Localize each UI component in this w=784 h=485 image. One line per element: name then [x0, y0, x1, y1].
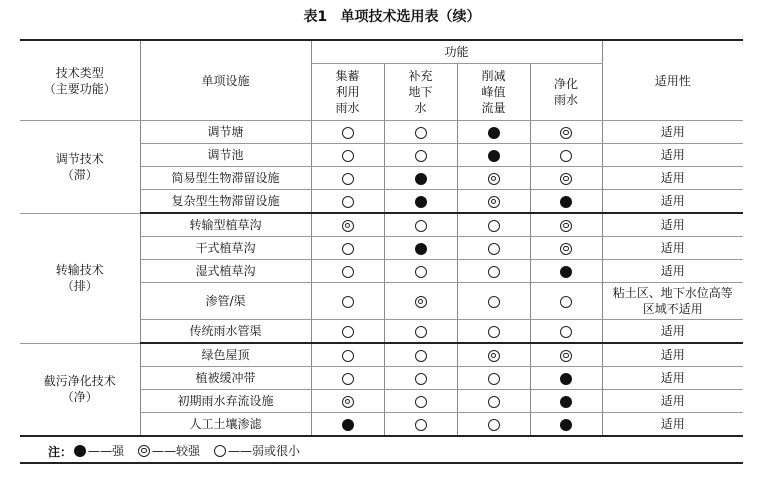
open-circle-icon [488, 243, 500, 255]
function-rating-cell [530, 190, 602, 214]
function-rating-cell [311, 190, 384, 214]
open-circle-icon [342, 296, 354, 308]
function-rating-cell [384, 343, 457, 367]
open-circle-icon [415, 373, 427, 385]
facility-cell: 干式植草沟 [140, 237, 311, 260]
table-row [20, 121, 743, 144]
facility-cell: 调节塘 [140, 121, 311, 144]
function-rating-cell [384, 213, 457, 237]
double-circle-icon [342, 220, 354, 232]
open-circle-icon [415, 220, 427, 232]
double-circle-icon [488, 350, 500, 362]
facility-cell: 植被缓冲带 [140, 367, 311, 390]
facility-cell: 简易型生物滞留设施 [140, 167, 311, 190]
function-rating-cell [530, 367, 602, 390]
technology-table [20, 39, 743, 437]
open-circle-icon [415, 326, 427, 338]
technology-type-cell: 截污净化技术 （净） [20, 343, 140, 436]
technology-type-cell: 调节技术 （滞） [20, 121, 140, 214]
legend-item [74, 442, 124, 459]
function-rating-cell [311, 320, 384, 344]
double-circle-icon [488, 196, 500, 208]
open-circle-icon [488, 296, 500, 308]
filled-circle-icon [415, 196, 427, 208]
function-rating-cell [457, 320, 530, 344]
applicability-cell: 适用 [602, 237, 743, 260]
open-circle-icon [488, 220, 500, 232]
function-rating-cell [530, 121, 602, 144]
function-rating-cell [311, 213, 384, 237]
facility-cell: 湿式植草沟 [140, 260, 311, 283]
table-row [20, 343, 743, 367]
function-rating-cell [311, 144, 384, 167]
open-circle-icon [415, 350, 427, 362]
function-rating-cell [311, 260, 384, 283]
applicability-cell: 适用 [602, 367, 743, 390]
open-circle-icon [342, 266, 354, 278]
open-circle-icon [560, 150, 572, 162]
header-applicability: 适用性 [602, 40, 743, 121]
function-rating-cell [384, 367, 457, 390]
filled-circle-icon [560, 196, 572, 208]
open-circle-icon [488, 326, 500, 338]
header-facility: 单项设施 [140, 40, 311, 121]
applicability-cell: 适用 [602, 413, 743, 437]
open-circle-icon [488, 373, 500, 385]
function-rating-cell [311, 237, 384, 260]
function-rating-cell [311, 390, 384, 413]
function-rating-cell [530, 213, 602, 237]
function-rating-cell [384, 144, 457, 167]
legend-item-label: ——较强 [152, 444, 201, 459]
filled-circle-icon [560, 396, 572, 408]
open-circle-icon [415, 150, 427, 162]
filled-circle-icon [415, 243, 427, 255]
applicability-cell: 适用 [602, 213, 743, 237]
function-rating-cell [311, 413, 384, 437]
double-circle-icon [488, 173, 500, 185]
open-circle-icon [342, 196, 354, 208]
facility-cell: 渗管/渠 [140, 283, 311, 320]
applicability-cell: 适用 [602, 390, 743, 413]
function-rating-cell [311, 167, 384, 190]
applicability-cell: 适用 [602, 343, 743, 367]
note-label: 注： [48, 444, 73, 459]
applicability-cell: 适用 [602, 121, 743, 144]
function-rating-cell [384, 413, 457, 437]
double-circle-icon [560, 220, 572, 232]
function-rating-cell [457, 144, 530, 167]
header-function-group: 功能 [311, 40, 602, 64]
function-rating-cell [457, 167, 530, 190]
open-circle-icon [560, 296, 572, 308]
function-rating-cell [457, 190, 530, 214]
function-rating-cell [530, 260, 602, 283]
applicability-cell: 适用 [602, 167, 743, 190]
function-rating-cell [530, 343, 602, 367]
double-circle-icon [560, 173, 572, 185]
applicability-cell: 适用 [602, 190, 743, 214]
header-function-2: 补充 地下 水 [384, 64, 457, 121]
open-circle-icon [488, 419, 500, 431]
double-circle-icon [560, 127, 572, 139]
applicability-cell: 适用 [602, 260, 743, 283]
function-rating-cell [311, 343, 384, 367]
double-circle-icon [415, 296, 427, 308]
open-circle-icon [560, 326, 572, 338]
function-rating-cell [384, 167, 457, 190]
open-circle-icon [342, 150, 354, 162]
open-circle-icon [342, 350, 354, 362]
open-circle-icon [415, 396, 427, 408]
table-caption: 单项技术选用表（续） [340, 9, 481, 25]
open-circle-icon [415, 266, 427, 278]
open-circle-icon [214, 445, 226, 457]
open-circle-icon [342, 127, 354, 139]
double-circle-icon [560, 350, 572, 362]
facility-cell: 初期雨水弃流设施 [140, 390, 311, 413]
legend-note [20, 440, 743, 464]
function-rating-cell [457, 260, 530, 283]
function-rating-cell [457, 367, 530, 390]
function-rating-cell [530, 320, 602, 344]
facility-cell: 人工土壤渗滤 [140, 413, 311, 437]
open-circle-icon [488, 266, 500, 278]
filled-circle-icon [74, 445, 86, 457]
header-technology-type: 技术类型 （主要功能） [20, 40, 140, 121]
filled-circle-icon [560, 373, 572, 385]
open-circle-icon [342, 173, 354, 185]
function-rating-cell [530, 144, 602, 167]
open-circle-icon [415, 419, 427, 431]
double-circle-icon [138, 445, 150, 457]
applicability-cell: 适用 [602, 320, 743, 344]
function-rating-cell [457, 283, 530, 320]
function-rating-cell [530, 283, 602, 320]
function-rating-cell [530, 413, 602, 437]
filled-circle-icon [488, 127, 500, 139]
function-rating-cell [384, 283, 457, 320]
open-circle-icon [342, 373, 354, 385]
facility-cell: 转输型植草沟 [140, 213, 311, 237]
table-title [0, 6, 784, 26]
applicability-cell: 粘土区、地下水位高等 区域不适用 [602, 283, 743, 320]
function-rating-cell [311, 367, 384, 390]
function-rating-cell [384, 320, 457, 344]
filled-circle-icon [560, 419, 572, 431]
facility-cell: 调节池 [140, 144, 311, 167]
function-rating-cell [457, 237, 530, 260]
table-row [20, 213, 743, 237]
function-rating-cell [457, 213, 530, 237]
legend-item [138, 442, 200, 459]
filled-circle-icon [342, 419, 354, 431]
table-number: 表1 [303, 9, 328, 25]
function-rating-cell [311, 121, 384, 144]
header-function-3: 削减 峰值 流量 [457, 64, 530, 121]
double-circle-icon [560, 243, 572, 255]
header-function-4: 净化 雨水 [530, 64, 602, 121]
function-rating-cell [457, 121, 530, 144]
filled-circle-icon [488, 150, 500, 162]
function-rating-cell [457, 390, 530, 413]
function-rating-cell [384, 260, 457, 283]
technology-type-cell: 转输技术 （排） [20, 213, 140, 343]
facility-cell: 绿色屋顶 [140, 343, 311, 367]
double-circle-icon [342, 396, 354, 408]
function-rating-cell [384, 190, 457, 214]
facility-cell: 传统雨水管渠 [140, 320, 311, 344]
function-rating-cell [457, 413, 530, 437]
function-rating-cell [457, 343, 530, 367]
header-function-1: 集蓄 利用 雨水 [311, 64, 384, 121]
facility-cell: 复杂型生物滞留设施 [140, 190, 311, 214]
filled-circle-icon [560, 266, 572, 278]
applicability-cell: 适用 [602, 144, 743, 167]
function-rating-cell [530, 167, 602, 190]
function-rating-cell [384, 390, 457, 413]
open-circle-icon [342, 326, 354, 338]
open-circle-icon [488, 396, 500, 408]
function-rating-cell [530, 237, 602, 260]
function-rating-cell [530, 390, 602, 413]
legend-item [214, 442, 300, 459]
open-circle-icon [415, 127, 427, 139]
legend-item-label: ——弱或很小 [228, 444, 301, 459]
open-circle-icon [342, 243, 354, 255]
legend-item-label: ——强 [88, 444, 125, 459]
filled-circle-icon [415, 173, 427, 185]
function-rating-cell [384, 237, 457, 260]
function-rating-cell [384, 121, 457, 144]
function-rating-cell [311, 283, 384, 320]
